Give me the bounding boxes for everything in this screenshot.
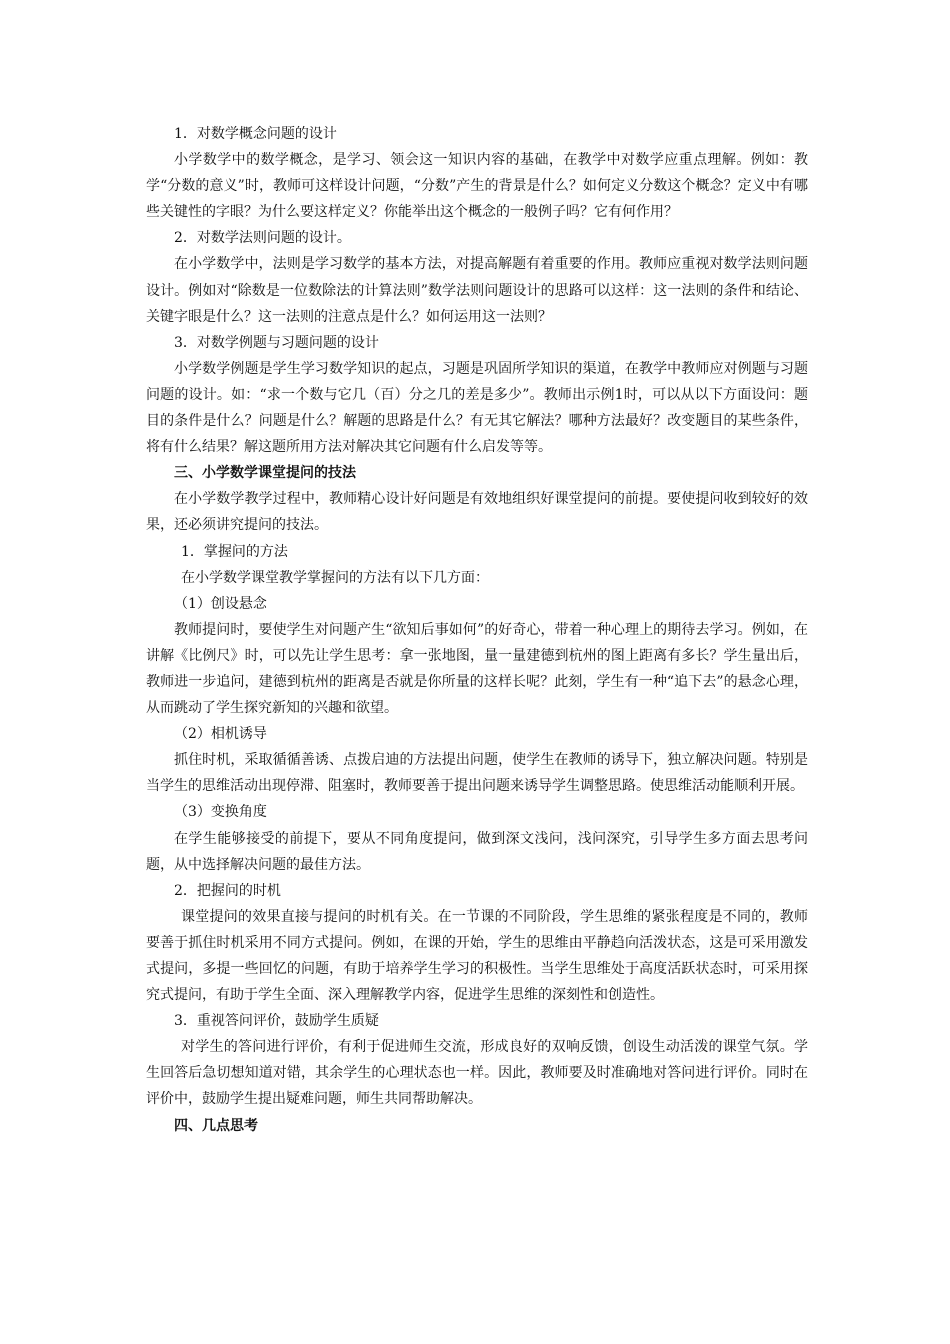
subheading-guidance: （2）相机诱导 bbox=[174, 726, 267, 743]
paragraph-angle: 在学生能够接受的前提下，要从不同角度提问，做到深文浅问，浅问深究，引导学生多方面去思考问题，从中选择解决问题的最佳方法。 bbox=[146, 830, 808, 873]
paragraph-rule: 在小学数学中，法则是学习数学的基本方法，对提高解题有着重要的作用。教师应重视对数学法则问题设计。例如对“除数是一位数除法的计算法则”数学法则问题设计的思路可以这样：这一法则的条件和结论、关键字眼是什么？这一法则的注意点是什么？如何运用这一法则？ bbox=[146, 256, 808, 325]
heading-concept-design: 1．对数学概念问题的设计 bbox=[174, 126, 337, 142]
heading-rule-design: 2．对数学法则问题的设计。 bbox=[174, 230, 351, 247]
subheading-suspense: （1）创设悬念 bbox=[174, 595, 267, 612]
paragraph-suspense: 教师提问时，要使学生对问题产生“欲知后事如何”的好奇心，带着一种心理上的期待去学习。例如，在讲解《比例尺》时，可以先让学生思考：拿一张地图，量一量建德到杭州的图上距离有多长？学生量出后，教师进一步追问，建德到杭州的距离是否就是你所量的这样长呢？此刻，学生有一种“追下去”的悬念心理，从而跳动了学生探究新知的兴趣和欲望。 bbox=[146, 621, 808, 717]
paragraph-concept: 小学数学中的数学概念，是学习、领会这一知识内容的基础，在教学中对数学应重点理解。例如：教学“分数的意义”时，教师可这样设计问题，“分数”产生的背景是什么？如何定义分数这个概念？定义中有哪些关键性的字眼？为什么要这样定义？你能举出这个概念的一般例子吗？它有何作用？ bbox=[146, 152, 808, 221]
paragraph-techniques-intro: 在小学数学教学过程中，教师精心设计好问题是有效地组织好课堂提问的前提。要使提问收到较好的效果，还必须讲究提问的技法。 bbox=[146, 491, 808, 534]
heading-method: 1．掌握问的方法 bbox=[181, 543, 288, 560]
section-heading-reflections: 四、几点思考 bbox=[174, 1117, 258, 1134]
section-heading-techniques: 三、小学数学课堂提问的技法 bbox=[174, 465, 356, 482]
document-page bbox=[146, 121, 808, 1139]
paragraph-evaluation: 对学生的答问进行评价，有利于促进师生交流，形成良好的双响反馈，创设生动活泼的课堂气氛。学生回答后急切想知道对错，其余学生的心理状态也一样。因此，教师要及时准确地对答问进行评价。同时在评价中，鼓励学生提出疑难问题，师生共同帮助解决。 bbox=[146, 1039, 808, 1108]
paragraph-example: 小学数学例题是学生学习数学知识的起点，习题是巩固所学知识的渠道，在教学中教师应对例题与习题问题的设计。如：“求一个数与它几（百）分之几的差是多少”。教师出示例1时，可以从以下方面设问：题目的条件是什么？问题是什么？解题的思路是什么？有无其它解法？哪种方法最好？改变题目的某些条件，将有什么结果？解这题所用方法对解决其它问题有什么启发等等。 bbox=[146, 360, 808, 456]
heading-timing: 2．把握问的时机 bbox=[174, 882, 281, 899]
subheading-angle: （3）变换角度 bbox=[174, 804, 267, 821]
heading-example-design: 3．对数学例题与习题问题的设计 bbox=[174, 334, 379, 351]
heading-evaluation: 3．重视答问评价，鼓励学生质疑 bbox=[174, 1013, 379, 1030]
paragraph-guidance: 抓住时机，采取循循善诱、点拨启迪的方法提出问题，使学生在教师的诱导下，独立解决问题。特别是当学生的思维活动出现停滞、阻塞时，教师要善于提出问题来诱导学生调整思路。使思维活动能顺利开展。 bbox=[146, 752, 808, 795]
paragraph-method-intro: 在小学数学课堂教学掌握问的方法有以下几方面： bbox=[181, 569, 489, 586]
paragraph-timing: 课堂提问的效果直接与提问的时机有关。在一节课的不同阶段，学生思维的紧张程度是不同的，教师要善于抓住时机采用不同方式提问。例如，在课的开始，学生的思维由平静趋向活泼状态，这是可采用激发式提问，多提一些回忆的问题，有助于培养学生学习的积极性。当学生思维处于高度活跃状态时，可采用探究式提问，有助于学生全面、深入理解教学内容，促进学生思维的深刻性和创造性。 bbox=[146, 908, 808, 1004]
